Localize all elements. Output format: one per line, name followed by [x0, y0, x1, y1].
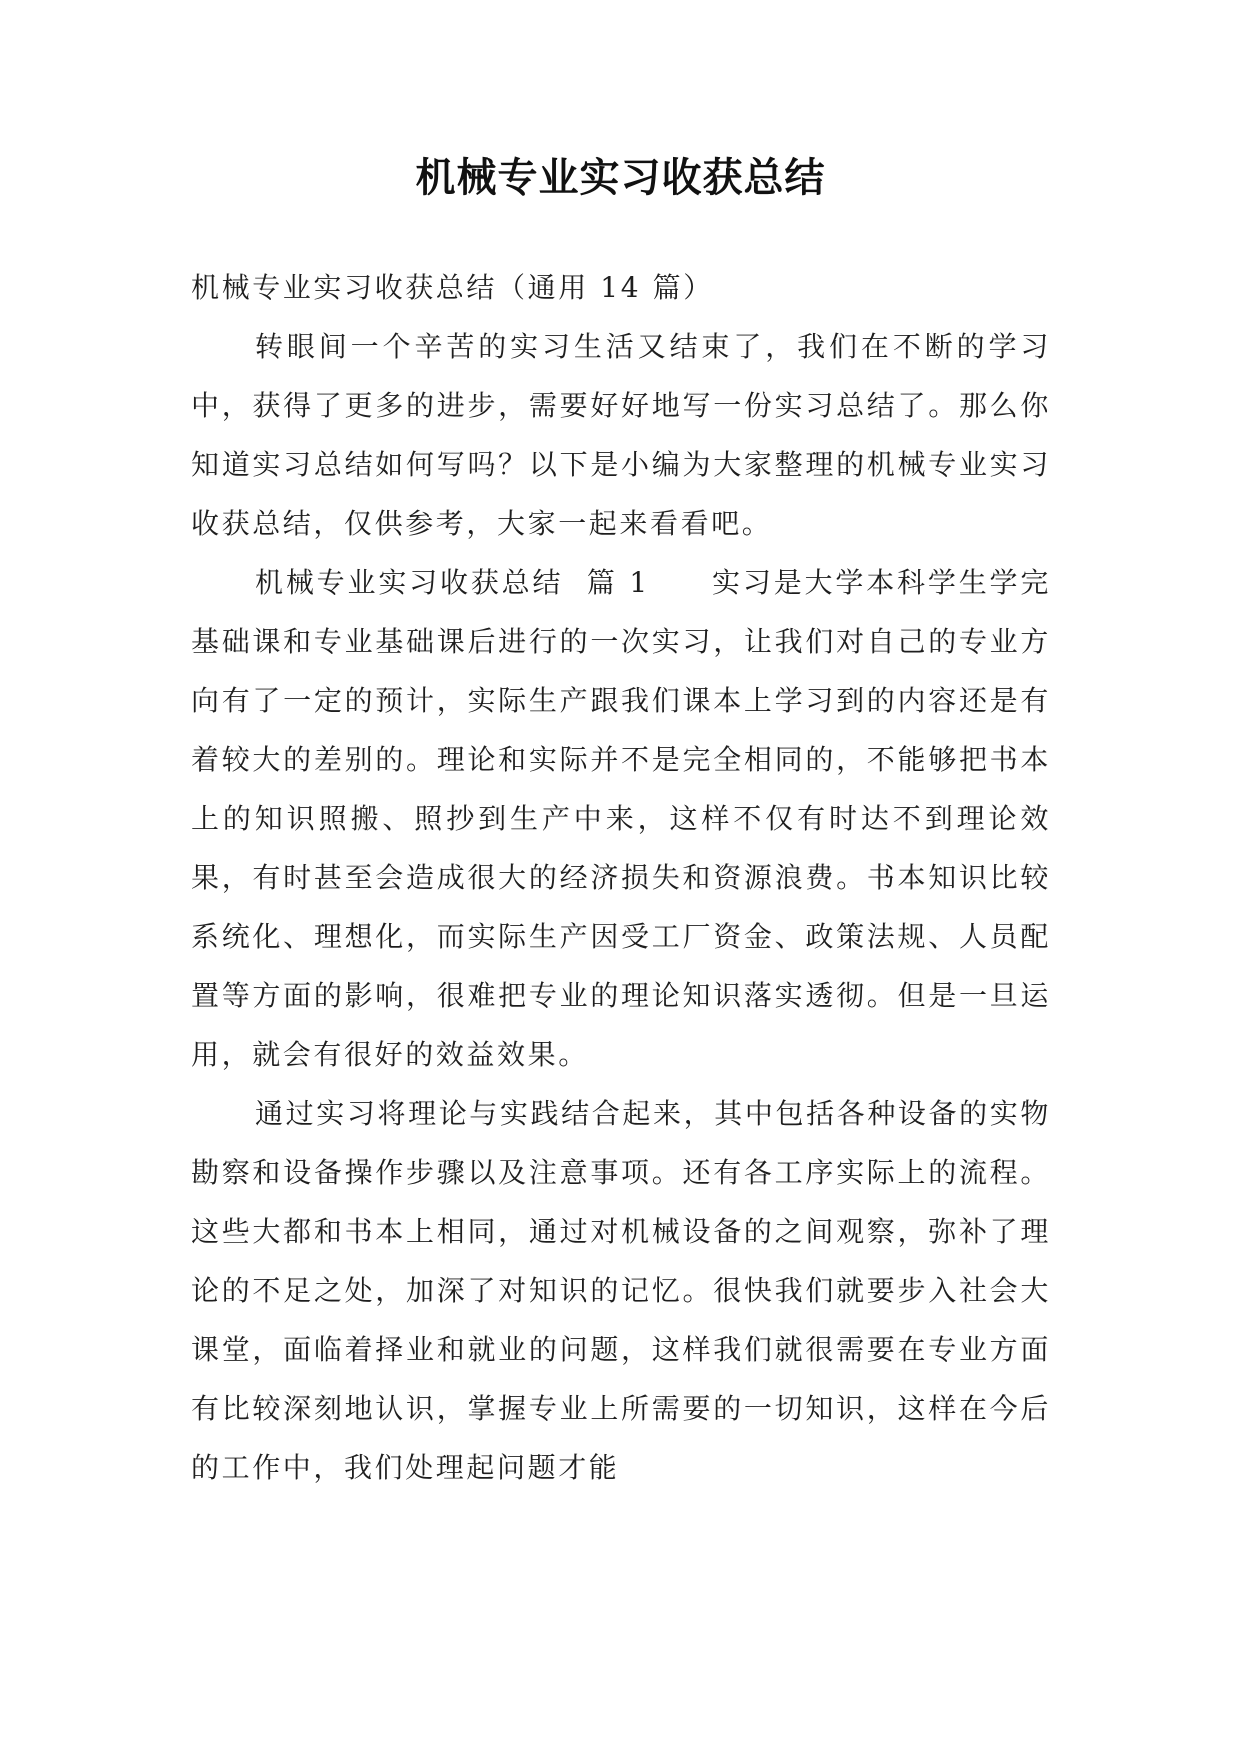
section1-paragraph-1-text: 实习是大学本科学生学完基础课和专业基础课后进行的一次实习，让我们对自己的专业方向有了一定的预计，实际生产跟我们课本上学习到的内容还是有着较大的差别的。理论和实际并不是完全相同的，不能够把书本上的知识照搬、照抄到生产中来，这样不仅有时达不到理论效果，有时甚至会造成很大的经济损失和资源浪费。书本知识比较系统化、理想化，而实际生产因受工厂资金、政策法规、人员配置等方面的影响，很难把专业的理论知识落实透彻。但是一旦运用，就会有很好的效益效果。: [191, 566, 1051, 1071]
section1-paragraph-2: 通过实习将理论与实践结合起来，其中包括各种设备的实物勘察和设备操作步骤以及注意事项。还有各工序实际上的流程。这些大都和书本上相同，通过对机械设备的之间观察，弥补了理论的不足之处，加深了对知识的记忆。很快我们就要步入社会大课堂，面临着择业和就业的问题，这样我们就很需要在专业方面有比较深刻地认识，掌握专业上所需要的一切知识，这样在今后的工作中，我们处理起问题才能: [191, 1097, 1051, 1484]
section1-heading: 机械专业实习收获总结 篇 1: [255, 566, 650, 599]
document-subtitle: 机械专业实习收获总结（通用 14 篇）: [191, 271, 714, 304]
document-body: [191, 258, 1051, 1497]
intro-paragraph: 转眼间一个辛苦的实习生活又结束了，我们在不断的学习中，获得了更多的进步，需要好好地写一份实习总结了。那么你知道实习总结如何写吗？以下是小编为大家整理的机械专业实习收获总结，仅供参考，大家一起来看看吧。: [191, 330, 1051, 540]
section1-paragraph-1: [191, 553, 1051, 1084]
document-title: 机械专业实习收获总结: [415, 154, 826, 201]
